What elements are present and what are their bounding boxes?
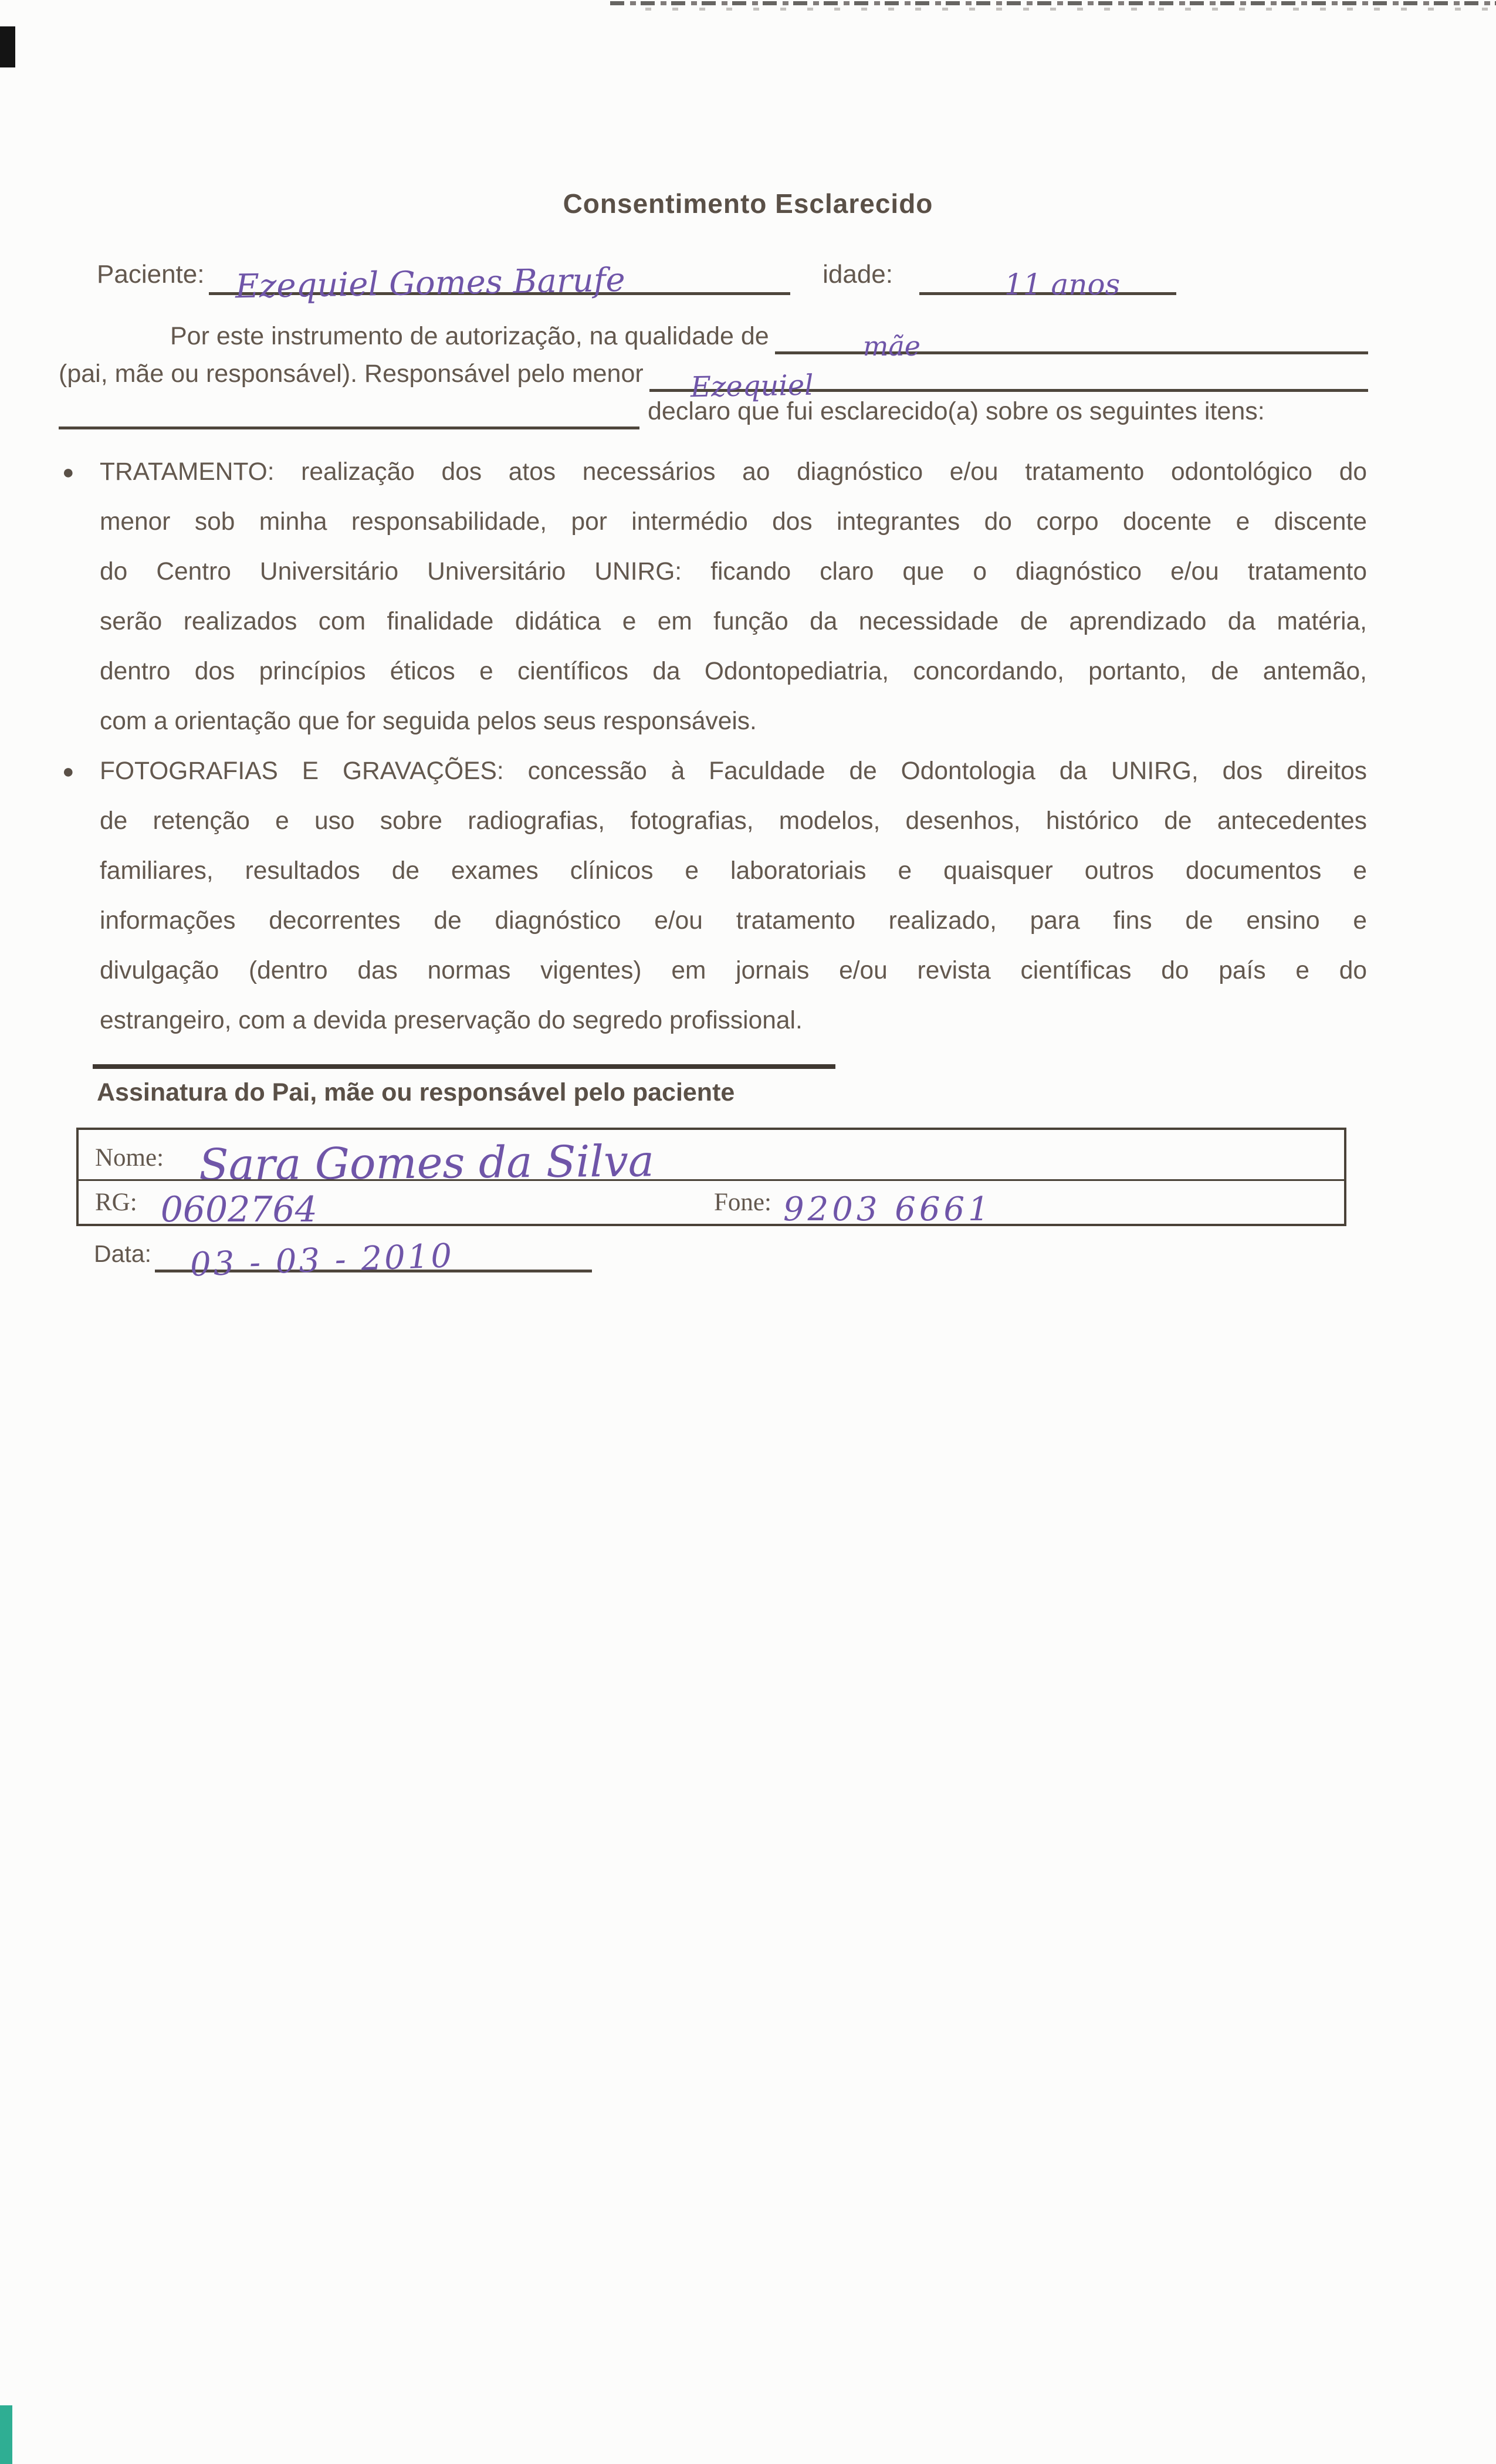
intro-line-1-text: Por este instrumento de autorização, na qualidade de — [170, 322, 769, 350]
date-row — [94, 1237, 592, 1284]
date-field — [155, 1237, 592, 1284]
scan-artifact-corner-mark — [0, 26, 15, 67]
responsible-info-table — [76, 1128, 1346, 1230]
treatment-item — [62, 447, 1367, 746]
patient-row — [97, 243, 1176, 306]
name-label: Nome: — [95, 1144, 164, 1172]
photos-line-6: estrangeiro, com a devida preservação do segredo profissional. — [100, 1007, 803, 1034]
form-title: Consentimento Esclarecido — [563, 188, 933, 219]
scan-artifact-teal-stripe — [0, 2405, 12, 2464]
patient-label: Paciente: — [97, 260, 205, 289]
phone-handwriting: 9203 6661 — [783, 1190, 993, 1228]
bullet-icon: ● — [62, 760, 75, 783]
date-handwriting: 03 - 03 - 2010 — [189, 1237, 455, 1284]
scan-artifact-dashed-line — [610, 1, 1496, 5]
signature-caption: Assinatura do Pai, mãe ou responsável pelo paciente — [97, 1078, 735, 1106]
authorization-paragraph — [59, 317, 1368, 429]
patient-name-handwriting: Ezequiel Gomes Barufe — [235, 260, 626, 306]
photos-line-2: de retenção e uso sobre radiografias, fotografias, modelos, desenhos, histórico de antecedentes — [100, 807, 1367, 835]
table-row-rg-fone — [79, 1179, 1344, 1230]
consent-items — [62, 447, 1367, 1045]
bullet-icon: ● — [62, 461, 75, 483]
responsible-name-handwriting: Sara Gomes da Silva — [198, 1136, 655, 1191]
photos-line-3: familiares, resultados de exames clínicos e laboratoriais e quaisquer outros documentos e — [100, 857, 1367, 885]
minor-name-handwriting: Ezequiel — [690, 368, 814, 404]
signature-line — [93, 1064, 835, 1069]
table-row-name — [79, 1130, 1344, 1191]
scan-artifact-dashed-line-2 — [645, 8, 1496, 11]
treatment-line-1: TRATAMENTO: realização dos atos necessários ao diagnóstico e/ou tratamento odontológico do — [100, 458, 1367, 486]
treatment-line-4: serão realizados com finalidade didática e em função da necessidade de aprendizado da matéria, — [100, 608, 1367, 635]
photos-recordings-item — [62, 746, 1367, 1045]
treatment-line-3: do Centro Universitário Universitário UNIRG: ficando claro que o diagnóstico e/ou tratamento — [100, 558, 1367, 585]
photos-line-5: divulgação (dentro das normas vigentes) em jornais e/ou revista científicas do país e do — [100, 957, 1367, 984]
intro-line-1 — [59, 317, 1368, 362]
photos-line-1: FOTOGRAFIAS E GRAVAÇÕES: concessão à Faculdade de Odontologia da UNIRG, dos direitos — [100, 757, 1367, 785]
age-label: idade: — [823, 260, 893, 289]
intro-line-2-text: (pai, mãe ou responsável). Responsável pelo menor — [59, 360, 644, 388]
rg-handwriting: 0602764 — [160, 1189, 317, 1230]
quality-field — [775, 324, 1368, 362]
intro-line-2 — [59, 354, 1368, 404]
quality-handwriting: mãe — [862, 330, 921, 362]
treatment-line-2: menor sob minha responsabilidade, por intermédio dos integrantes do corpo docente e discente — [100, 508, 1367, 536]
date-label: Data: — [94, 1240, 151, 1267]
patient-name-field — [209, 259, 790, 306]
treatment-line-6: com a orientação que for seguida pelos seus responsáveis. — [100, 708, 757, 735]
minor-name-field — [649, 361, 1368, 404]
photos-line-4: informações decorrentes de diagnóstico e/ou tratamento realizado, para fins de ensino e — [100, 907, 1367, 935]
age-field — [919, 263, 1176, 302]
phone-group — [698, 1188, 993, 1228]
rg-label: RG: — [95, 1189, 137, 1216]
age-handwriting: 11 anos — [1004, 268, 1121, 302]
phone-label: Fone: — [714, 1189, 771, 1216]
intro-line-3-text: declaro que fui esclarecido(a) sobre os seguintes itens: — [648, 397, 1265, 425]
treatment-line-5: dentro dos princípios éticos e científicos da Odontopediatria, concordando, portanto, de antemão, — [100, 658, 1367, 685]
blank-continuation-field — [59, 427, 639, 429]
